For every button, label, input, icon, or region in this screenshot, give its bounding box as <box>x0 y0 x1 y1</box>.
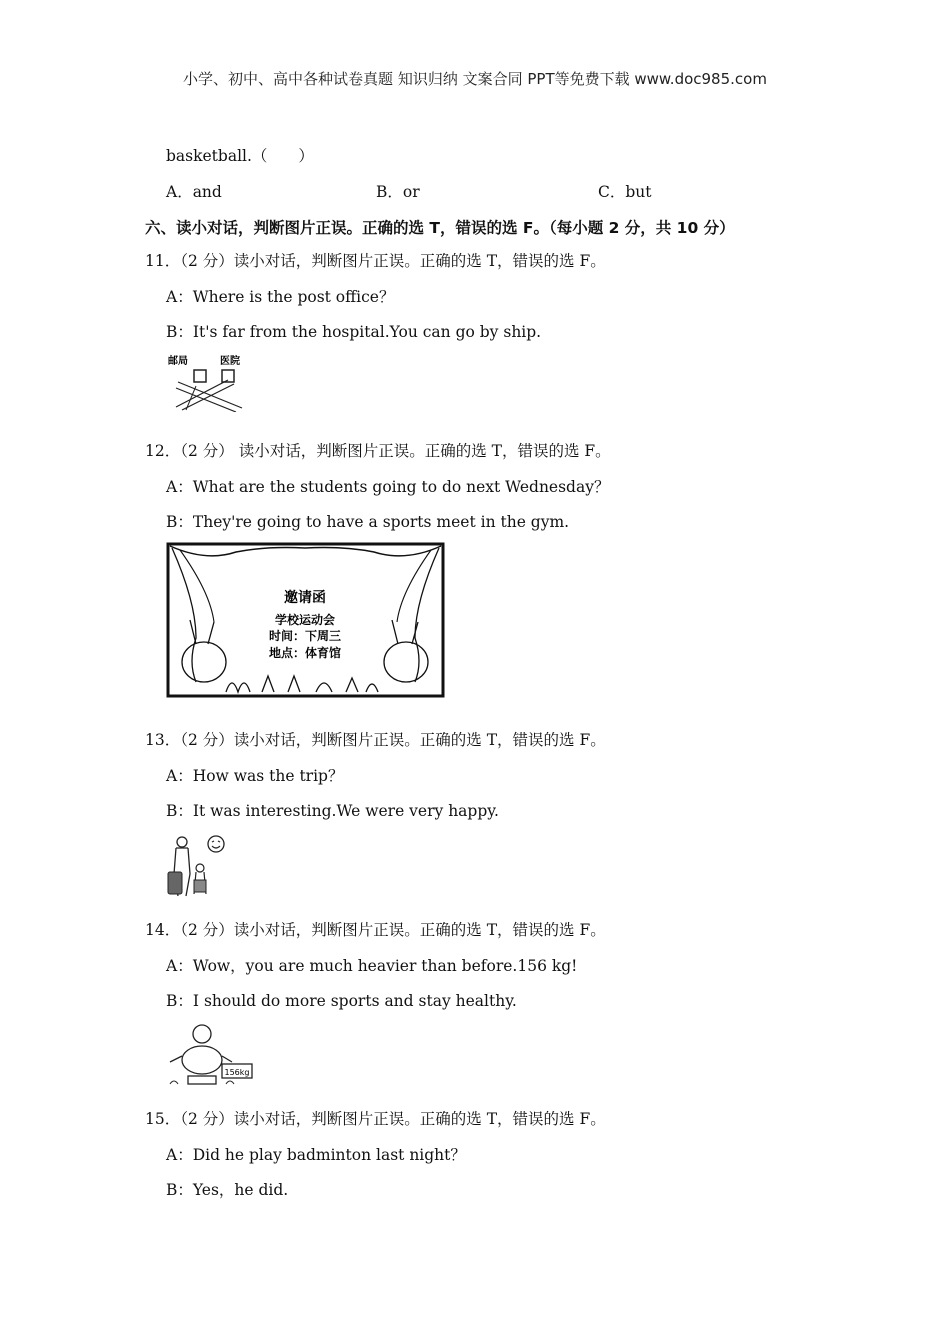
q11-line-a: A：Where is the post office？ <box>166 288 395 306</box>
q14-line-b: B：I should do more sports and stay healthy. <box>166 992 517 1010</box>
q13-travel-picture <box>164 832 230 900</box>
section-title: 六、读小对话，判断图片正误。正确的选 T，错误的选 F。（每小题 2 分，共 10 分） <box>145 219 735 237</box>
q13-number: 13．（2 分）读小对话，判断图片正误。正确的选 T，错误的选 F。 <box>145 731 606 749</box>
q12-invitation-title: 邀请函 <box>284 590 326 606</box>
q14-number: 14．（2 分）读小对话，判断图片正误。正确的选 T，错误的选 F。 <box>145 921 606 939</box>
q12-line-a: A：What are the students going to do next Wednesday？ <box>166 478 610 496</box>
q10-option-b: B．or <box>376 183 420 201</box>
q11-label-hospital: 医院 <box>220 356 240 367</box>
q10-stem-tail: basketball.（ ） <box>166 147 314 165</box>
q12-event-label: 学校运动会 <box>274 613 336 627</box>
q13-line-a: A：How was the trip？ <box>166 767 344 785</box>
q12-place-label: 地点：体育馆 <box>268 646 342 660</box>
q14-scale-picture <box>166 1022 256 1088</box>
q14-scale-reading: 156kg <box>224 1068 250 1077</box>
page-header: 小学、初中、高中各种试卷真题 知识归纳 文案合同 PPT等免费下载 www.doc985.com <box>183 70 767 88</box>
q11-line-b: B：It's far from the hospital.You can go by ship. <box>166 323 542 341</box>
q10-option-a: A．and <box>166 183 222 201</box>
q12-number: 12．（2 分） 读小对话，判断图片正误。正确的选 T，错误的选 F。 <box>145 442 611 460</box>
q12-time-label: 时间：下周三 <box>268 629 342 643</box>
q13-line-b: B：It was interesting.We were very happy. <box>166 802 499 820</box>
q14-line-a: A：Wow，you are much heavier than before.156 kg! <box>166 957 578 975</box>
q12-invitation-picture <box>166 542 445 698</box>
q12-line-b: B：They're going to have a sports meet in the gym. <box>166 513 570 531</box>
q11-label-post-office: 邮局 <box>168 356 188 367</box>
q15-line-b: B：Yes，he did. <box>166 1181 289 1199</box>
q11-number: 11．（2 分）读小对话，判断图片正误。正确的选 T，错误的选 F。 <box>145 252 606 270</box>
q10-option-c: C．but <box>598 183 652 201</box>
q15-number: 15．（2 分）读小对话，判断图片正误。正确的选 T，错误的选 F。 <box>145 1110 606 1128</box>
q11-picture <box>166 352 246 412</box>
q15-line-a: A：Did he play badminton last night？ <box>166 1146 466 1164</box>
